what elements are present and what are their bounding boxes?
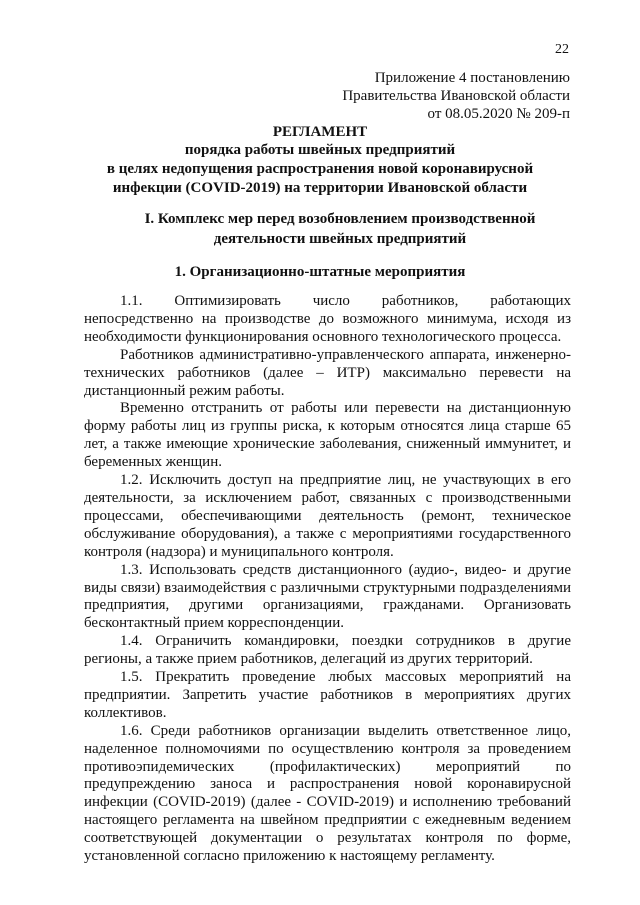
appendix-line: Правительства Ивановской области <box>342 88 570 104</box>
subtitle-line: инфекции (COVID-2019) на территории Ивановской области <box>112 180 528 196</box>
paragraph: 1.1. Оптимизировать число работников, работающих непосредственно на производстве до возможного минимума, исходя из необходимости функционирования основного технологического процесса. <box>84 293 571 345</box>
document-title: РЕГЛАМЕНТ <box>272 124 368 140</box>
page-number: 22 <box>555 42 569 57</box>
section-heading <box>0 209 640 249</box>
paragraph: Временно отстранить от работы или перевести на дистанционную форму работы лиц из группы риска, к которым относятся лица старше 65 лет, а также имеющие хронические заболевания, сниженный иммунитет, и беременных женщин. <box>84 400 571 471</box>
paragraph: Работников административно-управленческого аппарата, инженерно-технических работников (далее – ИТР) максимально перевести на дистанционный режим работы. <box>84 346 571 399</box>
section-heading-line: деятельности швейных предприятий <box>213 231 467 247</box>
document-body <box>84 293 571 866</box>
paragraph: 1.4. Ограничить командировки, поездки сотрудников в другие регионы, а также прием работников, делегаций из других территорий. <box>84 633 571 668</box>
document-subtitle <box>0 141 640 198</box>
paragraph: 1.5. Прекратить проведение любых массовых мероприятий на предприятии. Запретить участие работников в мероприятиях других коллективов. <box>84 669 571 721</box>
appendix-line: от 08.05.2020 № 209-п <box>427 106 570 122</box>
subtitle-line: порядка работы швейных предприятий <box>184 142 456 158</box>
appendix-line: Приложение 4 постановлению <box>374 70 570 86</box>
paragraph: 1.6. Среди работников организации выделить ответственное лицо, наделенное полномочиями по осуществлению контроля за проведением противоэпидемических (профилактических) мероприятий по предупреждению заноса и распространения новой коронавирусной инфекции (COVID-2019) (далее - COVID-2019) и исполнению требований настоящего регламента на швейном предприятии с ежедневным ведением соответствующей документации о результатах контроля по форме, установленной согласно приложению к настоящему регламенту. <box>84 722 571 865</box>
subtitle-line: в целях недопущения распространения новой коронавирусной <box>106 161 534 177</box>
section-heading-line: I. Комплекс мер перед возобновлением производственной <box>144 211 536 227</box>
paragraph: 1.2. Исключить доступ на предприятие лиц, не участвующих в его деятельности, за исключением работ, связанных с производственными процессами, обеспечивающими деятельность (ремонт, техническое обслуживание оборудования), а также с мероприятиями государственного контроля (надзора) и муниципального контроля. <box>84 472 571 560</box>
subsection-heading: 1. Организационно-штатные мероприятия <box>174 264 466 280</box>
paragraph: 1.3. Использовать средств дистанционного (аудио-, видео- и другие виды связи) взаимодействия с различными структурными подразделениями предприятия, другими организациями, гражданами. Организовать бесконтактный прием корреспонденции. <box>84 561 571 632</box>
appendix-reference <box>342 69 570 123</box>
